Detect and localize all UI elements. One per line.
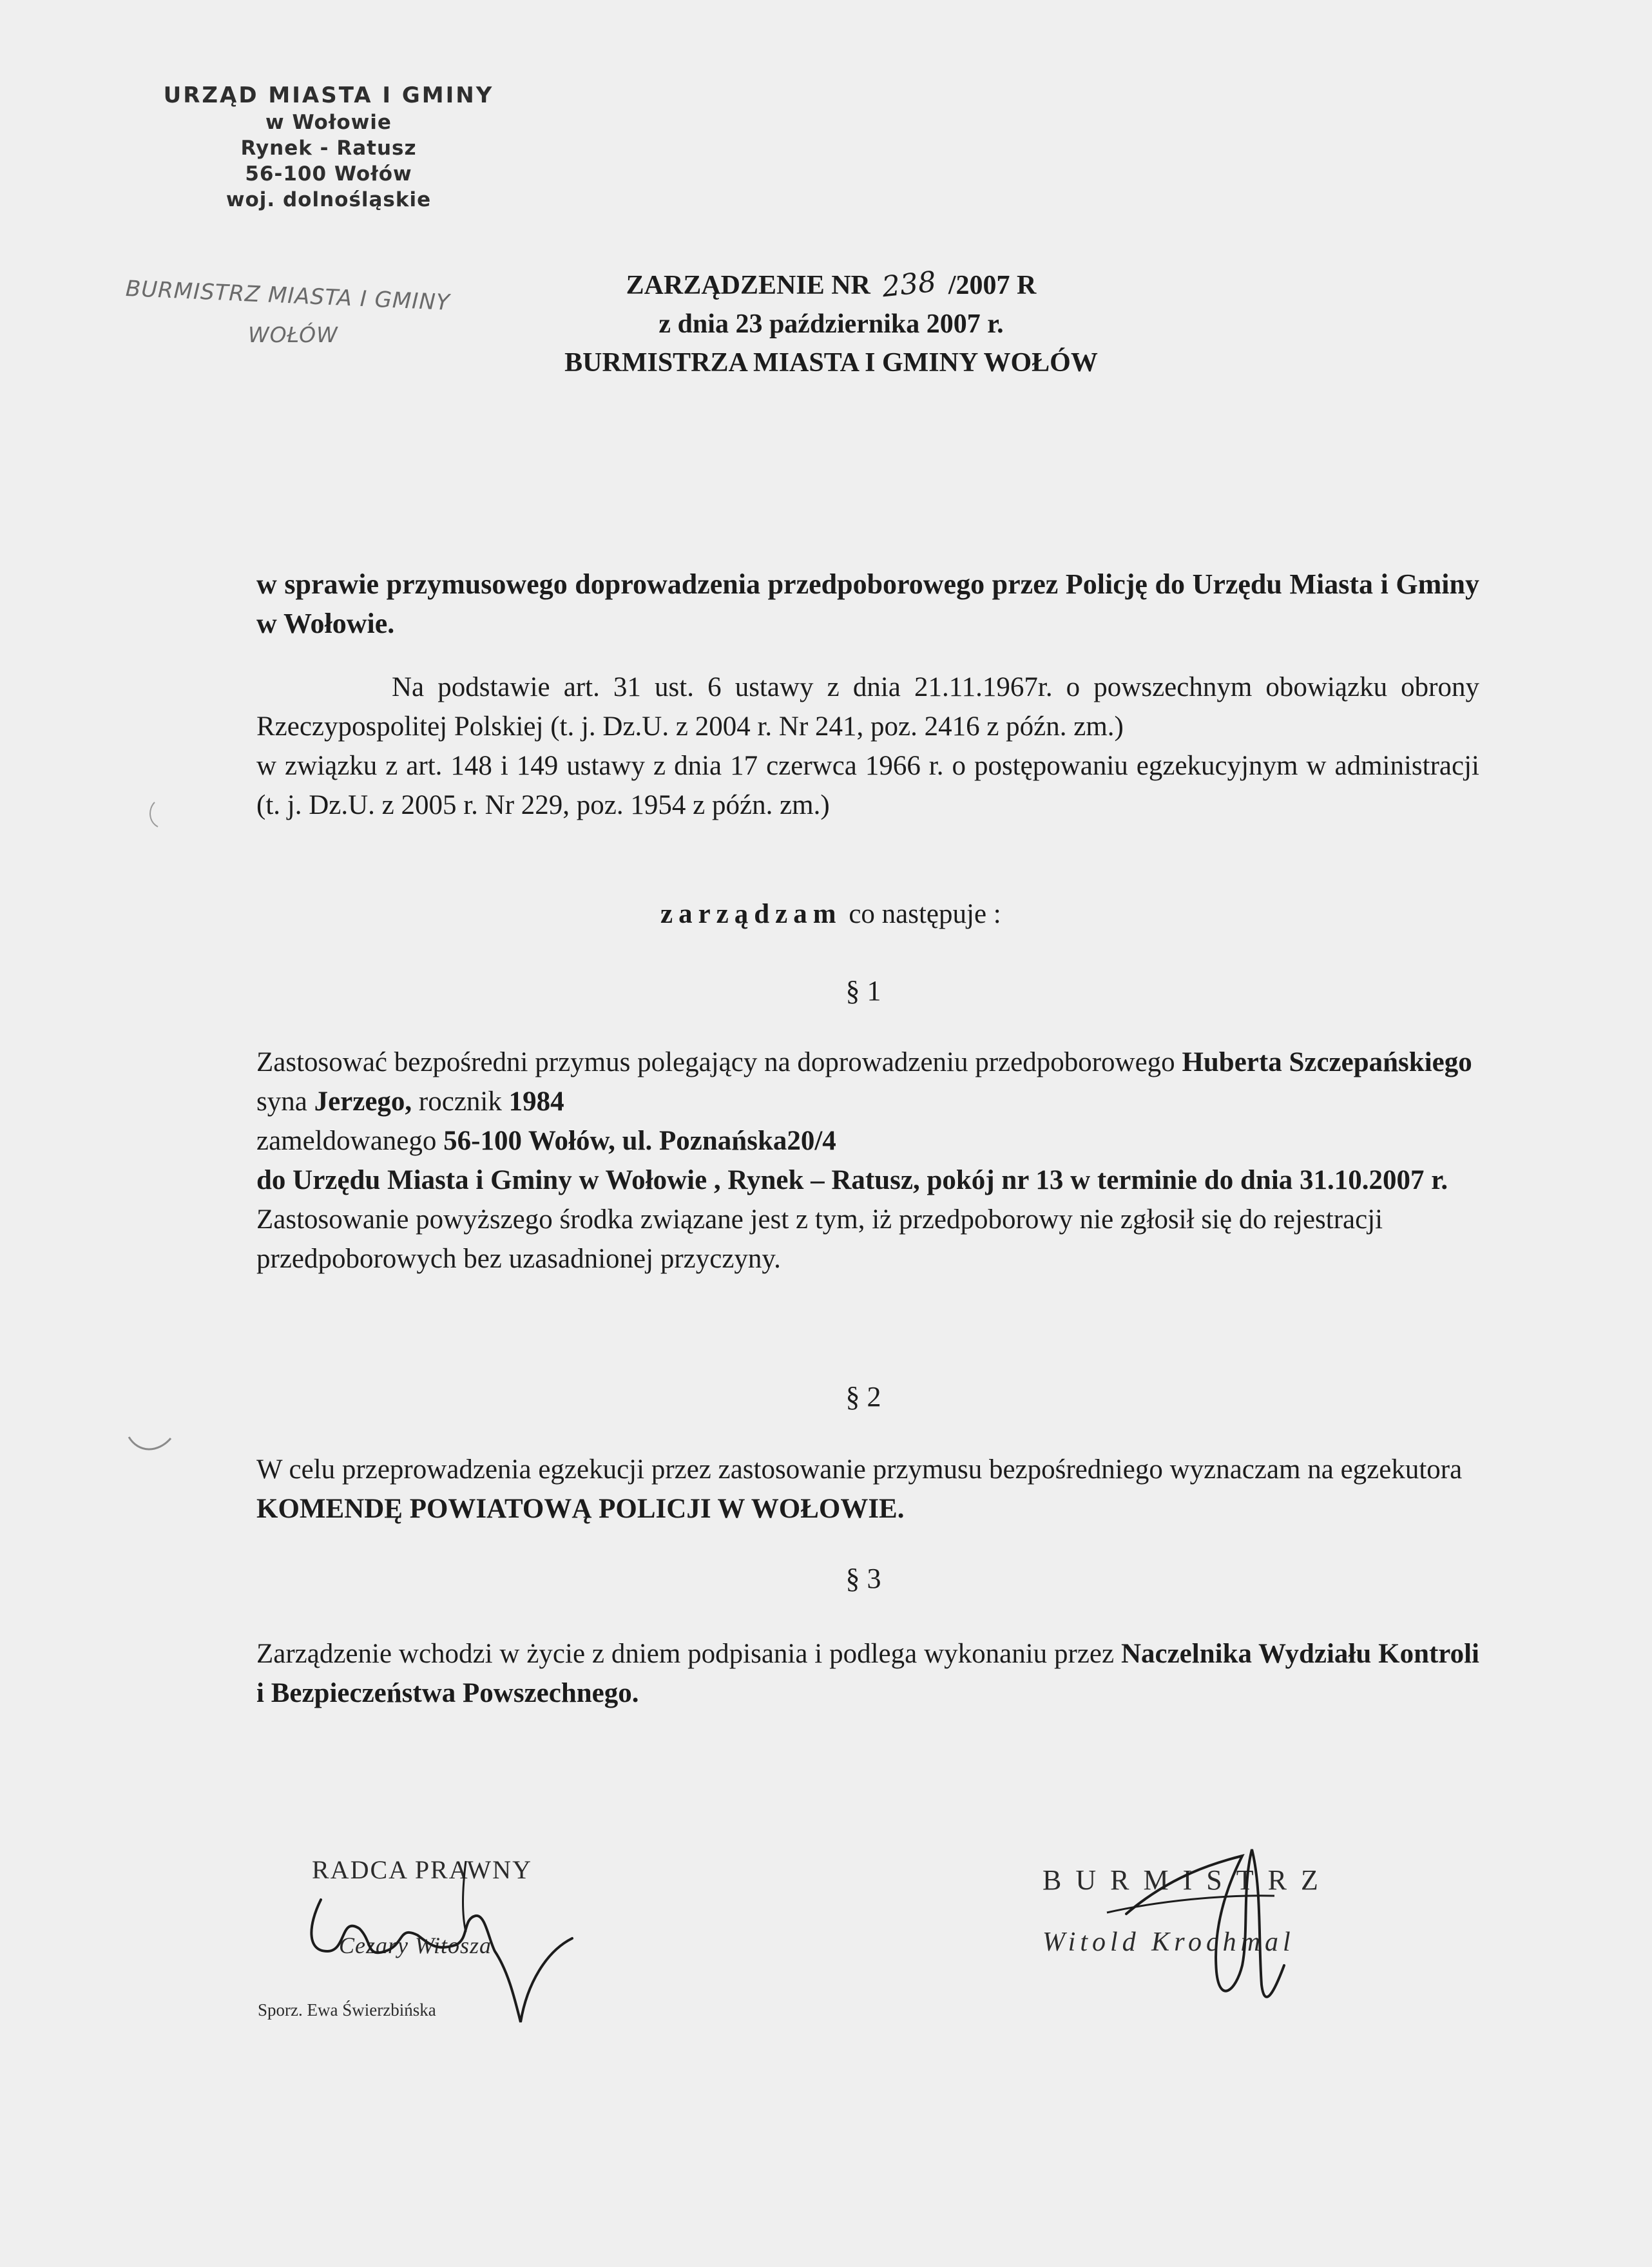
prepared-by: Sporz. Ewa Świerzbińska [258, 2000, 436, 2020]
mayor-title: BURMISTRZ [1042, 1864, 1332, 1896]
section-3-executor: Naczelnika Wydziału Kontroli i Bezpieczeństwa Powszechnego. [256, 1639, 1480, 1708]
decree-word: zarządzam [660, 899, 842, 929]
legal-basis-text: w związku z art. 148 i 149 ustawy z dnia 17 czerwca 1966 r. o postępowaniu egzekucyjnym w administracji (t. j. Dz.U. z 2005 r. Nr 229, poz. 1954 z późn. zm.) [256, 751, 1479, 820]
office-stamp-line: Rynek - Ratusz [240, 137, 417, 160]
section-3-text [256, 1634, 1479, 1713]
section-1-destination [256, 1161, 1479, 1200]
section-1 [256, 1043, 1479, 1278]
mayor-stamp-line: WOŁÓW [248, 322, 338, 347]
office-stamp-line: woj. dolnośląskie [226, 188, 432, 211]
decree-header [361, 265, 1301, 382]
section-1-intro [256, 1043, 1479, 1082]
decree-authority: BURMISTRZA MIASTA I GMINY WOŁÓW [564, 348, 1098, 378]
mayor-name: Witold Krochmal [1042, 1927, 1295, 1957]
office-stamp-line: URZĄD MIASTA I GMINY [163, 82, 494, 108]
scan-mark [126, 1431, 177, 1456]
section-2 [256, 1450, 1479, 1529]
decree-number-prefix: ZARZĄDZENIE NR [626, 271, 870, 300]
section-1-parent [256, 1082, 1479, 1121]
decree-number-handwritten: 238 [880, 265, 938, 304]
section-2-body: W celu przeprowadzenia egzekucji przez zastosowanie przymusu bezpośredniego wyznaczam na egzekutora [256, 1454, 1463, 1485]
office-stamp-line: w Wołowie [265, 111, 392, 134]
mayor-signature-block [1030, 1837, 1429, 2030]
legal-basis [256, 668, 1479, 825]
section-1-intro-text: Zastosować bezpośredni przymus polegający na doprowadzeniu przedpoborowego [256, 1047, 1175, 1077]
birth-year: 1984 [508, 1086, 564, 1117]
handwritten-signature-right [1030, 1837, 1429, 2030]
legal-advisor-name: Cezary Witosza [339, 1933, 492, 1958]
section-2-executor: KOMENDĘ POWIATOWĄ POLICJI W WOŁOWIE. [256, 1494, 905, 1524]
section-sign: § 2 [845, 1381, 881, 1413]
decree-subject: w sprawie przymusowego doprowadzenia przedpoborowego przez Policję do Urzędu Miasta i Gminy w Wołowie. [256, 568, 1479, 639]
section-3 [256, 1634, 1479, 1713]
legal-advisor-title: RADCA PRAWNY [312, 1855, 532, 1884]
scan-mark [142, 796, 180, 834]
decree-date: z dnia 23 października 2007 r. [658, 309, 1004, 339]
section-3-body: Zarządzenie wchodzi w życie z dniem podpisania i podlega wykonaniu przez [256, 1639, 1115, 1669]
section-1-address [256, 1121, 1479, 1161]
decree-rest: co następuje : [849, 899, 1001, 929]
section-1-reason: Zastosowanie powyższego środka związane jest z tym, iż przedpoborowy nie zgłosił się do rejestracji przedpoborowych bez uzasadnionej przyczyny. [256, 1204, 1383, 1274]
destination-text: do Urzędu Miasta i Gminy w Wołowie , Rynek – Ratusz, pokój nr 13 w terminie do dnia 31.10.2007 r. [256, 1165, 1448, 1195]
decree-line [660, 898, 1001, 930]
mayor-stamp-line: BURMISTRZ MIASTA I GMINY [125, 276, 451, 316]
decree-number [361, 265, 1301, 305]
son-of-label: syna [256, 1086, 307, 1117]
year-label: rocznik [418, 1086, 502, 1117]
person-name: Huberta Szczepańskiego [1182, 1047, 1472, 1077]
decree-number-suffix: /2007 R [948, 271, 1037, 300]
office-stamp [129, 82, 528, 211]
legal-basis-text: Na podstawie art. 31 ust. 6 ustawy z dnia 21.11.1967r. o powszechnym obowiązku obrony Rzeczypospolitej Polskiej (t. j. Dz.U. z 2004 r. Nr 241, poz. 2416 z późn. zm.) [256, 672, 1479, 742]
section-sign: § 3 [845, 1563, 881, 1594]
address-value: 56-100 Wołów, ul. Poznańska20/4 [443, 1126, 836, 1156]
section-2-text [256, 1450, 1479, 1529]
section-sign: § 1 [845, 975, 881, 1007]
office-stamp-line: 56-100 Wołów [245, 162, 412, 186]
address-label: zameldowanego [256, 1126, 437, 1156]
father-name: Jerzego, [314, 1086, 412, 1117]
